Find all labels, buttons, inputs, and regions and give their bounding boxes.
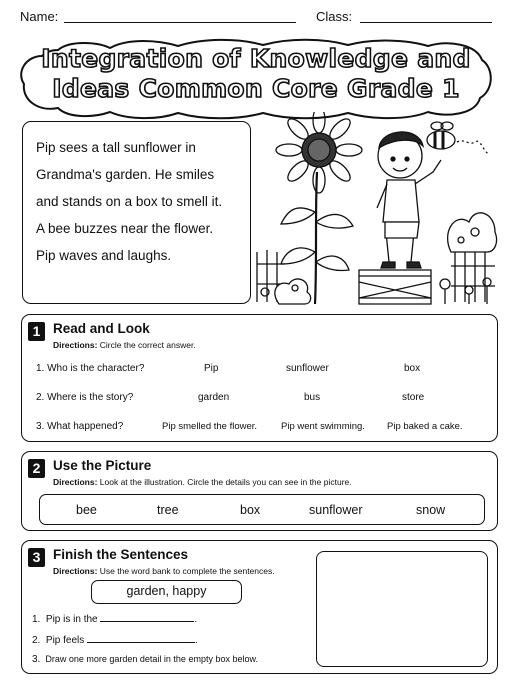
section-finish-the-sentences — [21, 540, 498, 674]
section-title: Read and Look — [53, 321, 150, 336]
sentence-item — [32, 634, 198, 646]
answer-option[interactable]: bus — [304, 392, 321, 403]
section-number: 2 — [28, 459, 45, 478]
garden-illustration — [255, 112, 499, 308]
directions — [53, 477, 352, 487]
page-title — [0, 44, 512, 104]
directions-label: Directions: — [53, 477, 98, 487]
item-text: Pip feels — [45, 635, 88, 646]
answer-option[interactable]: Pip smelled the flower. — [162, 421, 258, 432]
name-field-line[interactable] — [64, 22, 296, 23]
directions-label: Directions: — [53, 340, 98, 350]
directions-text: Look at the illustration. Circle the details you can see in the picture. — [99, 477, 352, 487]
item-number: 1. — [32, 614, 41, 625]
answer-option[interactable]: box — [404, 363, 421, 374]
story-line: Pip sees a tall sunflower in — [36, 140, 196, 155]
section-read-and-look — [21, 314, 498, 442]
title-line-1: Integration of Knowledge and — [41, 44, 471, 73]
story-line: and stands on a box to smell it. — [36, 194, 223, 209]
answer-option[interactable]: sunflower — [286, 363, 329, 374]
story-line: Pip waves and laughs. — [36, 248, 172, 263]
section-number: 3 — [28, 548, 45, 567]
sunflower-icon — [276, 112, 362, 304]
section-title: Use the Picture — [53, 458, 152, 473]
story-line: Grandma's garden. He smiles — [36, 167, 215, 182]
directions-text: Circle the correct answer. — [99, 340, 196, 350]
item-end: . — [195, 635, 198, 646]
question-text: 1. Who is the character? — [36, 363, 145, 374]
sentence-item — [32, 613, 197, 625]
answer-blank[interactable] — [100, 613, 194, 622]
class-field-line[interactable] — [360, 22, 492, 23]
drawing-box[interactable] — [316, 551, 488, 667]
answer-option[interactable]: Pip baked a cake. — [387, 421, 463, 432]
directions-text: Use the word bank to complete the sentences. — [99, 566, 275, 576]
wooden-box-icon — [359, 270, 431, 304]
item-number: 3. — [32, 654, 41, 665]
item-end: . — [194, 614, 198, 625]
answer-option[interactable]: garden — [198, 392, 230, 403]
answer-option[interactable]: Pip went swimming. — [281, 421, 365, 432]
directions — [53, 340, 196, 350]
picture-word-bank — [39, 494, 485, 525]
directions-label: Directions: — [53, 566, 98, 576]
picture-word[interactable]: snow — [416, 503, 446, 517]
directions — [53, 566, 275, 576]
bee-icon — [427, 122, 489, 154]
section-title: Finish the Sentences — [53, 547, 189, 562]
class-label: Class: — [316, 9, 353, 24]
picture-word[interactable]: tree — [157, 503, 179, 517]
section-number: 1 — [28, 322, 45, 341]
name-label: Name: — [20, 9, 59, 24]
picture-word[interactable]: box — [240, 503, 261, 517]
question-text: 3. What happened? — [36, 421, 124, 432]
question-text: 2. Where is the story? — [36, 392, 134, 403]
answer-option[interactable]: Pip — [204, 363, 219, 374]
answer-option[interactable]: store — [402, 392, 425, 403]
answer-blank[interactable] — [87, 634, 195, 643]
story-line: A bee buzzes near the flower. — [36, 221, 214, 236]
item-number: 2. — [32, 635, 41, 646]
story-box — [22, 121, 251, 304]
item-text: Pip is in the — [45, 614, 101, 625]
boy-icon — [377, 132, 441, 268]
picture-word[interactable]: bee — [76, 503, 97, 517]
picture-word[interactable]: sunflower — [309, 503, 363, 517]
item-text: Draw one more garden detail in the empty box below. — [45, 654, 258, 664]
word-bank: garden, happy — [91, 580, 242, 604]
sentence-item — [32, 654, 258, 665]
section-use-the-picture — [21, 451, 498, 531]
title-line-2: Ideas Common Core Grade 1 — [52, 74, 460, 103]
